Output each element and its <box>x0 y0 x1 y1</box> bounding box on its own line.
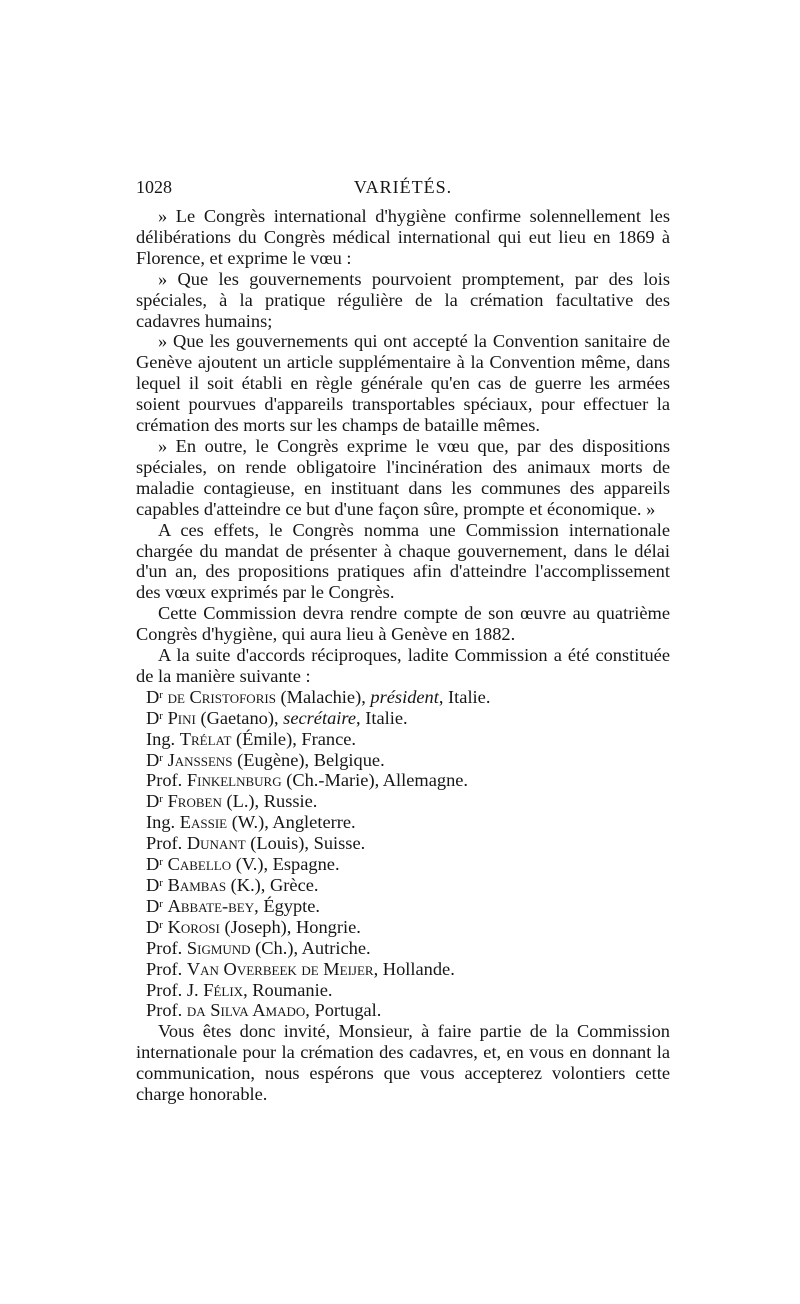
member-title: D <box>146 854 160 875</box>
member-title-suffix: r <box>159 897 163 910</box>
running-title: VARIÉTÉS. <box>353 177 453 197</box>
member-title-suffix: r <box>159 856 163 869</box>
member-title: Ing. <box>146 812 176 833</box>
member-title: Prof. <box>146 1000 183 1021</box>
member-detail: , Roumanie. <box>243 979 333 1000</box>
member-name: Van Overbeek de Meijer <box>186 958 374 979</box>
member-name: da Silva Amado <box>186 1000 306 1021</box>
member-country: , Italie. <box>356 707 408 728</box>
member-title-suffix: r <box>159 918 163 931</box>
member-entry <box>136 917 670 938</box>
member-entry <box>136 980 670 1001</box>
member-entry <box>136 896 670 917</box>
member-detail: (Eugène), Belgique. <box>232 749 385 770</box>
member-title: D <box>146 686 160 707</box>
member-detail: , Égypte. <box>254 895 321 916</box>
resolution-geneva-paragraph: » Que les gouvernements qui ont accepté la Convention sanitaire de Genève ajoutent un article supplémentaire à la Convention même, dans lequel il soit établi en règle générale qu'en cas de guerre les armées soient pourvues d'appareils transportables spéciaux, pour effectuer la crémation des morts sur les champs de bataille mêmes. <box>136 331 670 436</box>
member-entry <box>136 959 670 980</box>
member-title: D <box>146 916 160 937</box>
member-entry <box>136 875 670 896</box>
member-title-suffix: r <box>159 751 163 764</box>
member-name: Bambas <box>167 875 227 895</box>
member-title-suffix: r <box>159 688 163 701</box>
commission-member-list <box>136 687 670 1022</box>
member-name: J. Félix <box>186 979 244 1000</box>
resolution-cremation-paragraph: » Que les gouvernements pourvoient promptement, par des lois spéciales, à la pratique régulière de la crémation facultative des cadavres humains; <box>136 268 670 331</box>
member-name: de Cristoforis <box>167 686 276 707</box>
member-name: Korosi <box>167 916 220 937</box>
member-name: Pini <box>167 707 196 728</box>
member-name: Janssens <box>167 749 233 770</box>
member-name: Froben <box>167 791 222 812</box>
member-detail: (Malachie), <box>275 686 371 707</box>
member-name: Eassie <box>179 812 228 833</box>
member-title: D <box>146 875 160 895</box>
commission-composition-paragraph: A la suite d'accords réciproques, ladite Commission a été constituée de la manière suivante : <box>136 645 670 686</box>
member-detail: (W.), Angleterre. <box>227 812 356 833</box>
member-role: secrétaire <box>283 707 357 728</box>
member-title: Ing. <box>146 728 176 749</box>
member-title: D <box>146 749 160 770</box>
body-text <box>136 206 670 1105</box>
member-entry <box>136 938 670 959</box>
member-entry <box>136 750 670 771</box>
member-name: Finkelnburg <box>186 770 282 791</box>
commission-report-paragraph: Cette Commission devra rendre compte de son œuvre au quatrième Congrès d'hygiène, qui aura lieu à Genève en 1882. <box>136 603 670 645</box>
member-detail: (K.), Grèce. <box>226 875 319 895</box>
member-detail: (Ch.-Marie), Allemagne. <box>281 770 469 791</box>
member-detail: (Ch.), Autriche. <box>250 937 371 958</box>
member-detail: (L.), Russie. <box>221 791 318 812</box>
member-entry <box>136 770 670 791</box>
member-entry <box>136 812 670 833</box>
member-detail: , Hollande. <box>373 958 455 979</box>
member-title: Prof. <box>146 833 183 854</box>
page-number: 1028 <box>136 177 172 197</box>
member-entry <box>136 791 670 812</box>
member-name: Trélat <box>179 728 232 749</box>
member-detail: (Joseph), Hongrie. <box>219 916 361 937</box>
member-title: D <box>146 791 160 812</box>
member-country: , Italie. <box>438 686 491 707</box>
member-title: Prof. <box>146 937 183 958</box>
member-title: Prof. <box>146 770 183 791</box>
member-detail: (V.), Espagne. <box>231 854 340 875</box>
commission-mandate-paragraph: A ces effets, le Congrès nomma une Commission internationale chargée du mandat de présenter à chaque gouvernement, dans le délai d'un an, des propositions pratiques afin d'atteindre l'accomplissement des vœux exprimés par le Congrès. <box>136 519 670 603</box>
member-detail: (Gaetano), <box>195 707 284 728</box>
member-entry <box>136 687 670 708</box>
member-entry <box>136 729 670 750</box>
member-role: président <box>370 686 439 707</box>
member-title-suffix: r <box>159 709 163 722</box>
member-title: Prof. <box>146 958 183 979</box>
resolution-incineration-paragraph: » En outre, le Congrès exprime le vœu que, par des dispositions spéciales, on rende obligatoire l'incinération des animaux morts de maladie contagieuse, en instituant dans les communes des appareils capables d'atteindre ce but d'une façon sûre, prompte et économique. » <box>136 435 670 519</box>
member-entry <box>136 708 670 729</box>
member-detail: , Portugal. <box>305 1000 382 1021</box>
member-detail: (Émile), France. <box>231 728 357 749</box>
resolution-intro-paragraph: » Le Congrès international d'hygiène confirme solennellement les délibérations du Congrès médical international qui eut lieu en 1869 à Florence, et exprime le vœu : <box>136 206 670 268</box>
member-entry <box>136 833 670 854</box>
member-title: D <box>146 895 160 916</box>
member-title: D <box>146 707 160 728</box>
running-header <box>136 175 670 199</box>
member-entry <box>136 854 670 875</box>
closing-paragraph: Vous êtes donc invité, Monsieur, à faire partie de la Commission internationale pour la crémation des cadavres, et, en vous en donnant la communication, nous espérons que vous accepterez volontiers cette charge honorable. <box>136 1021 670 1105</box>
member-name: Sigmund <box>186 937 251 958</box>
member-title-suffix: r <box>159 877 163 889</box>
member-entry <box>136 1000 670 1021</box>
member-name: Dunant <box>186 833 246 854</box>
member-name: Abbate-bey <box>167 895 255 916</box>
member-detail: (Louis), Suisse. <box>245 833 366 854</box>
member-title: Prof. <box>146 979 183 1000</box>
member-title-suffix: r <box>159 793 163 806</box>
member-name: Cabello <box>167 854 232 875</box>
